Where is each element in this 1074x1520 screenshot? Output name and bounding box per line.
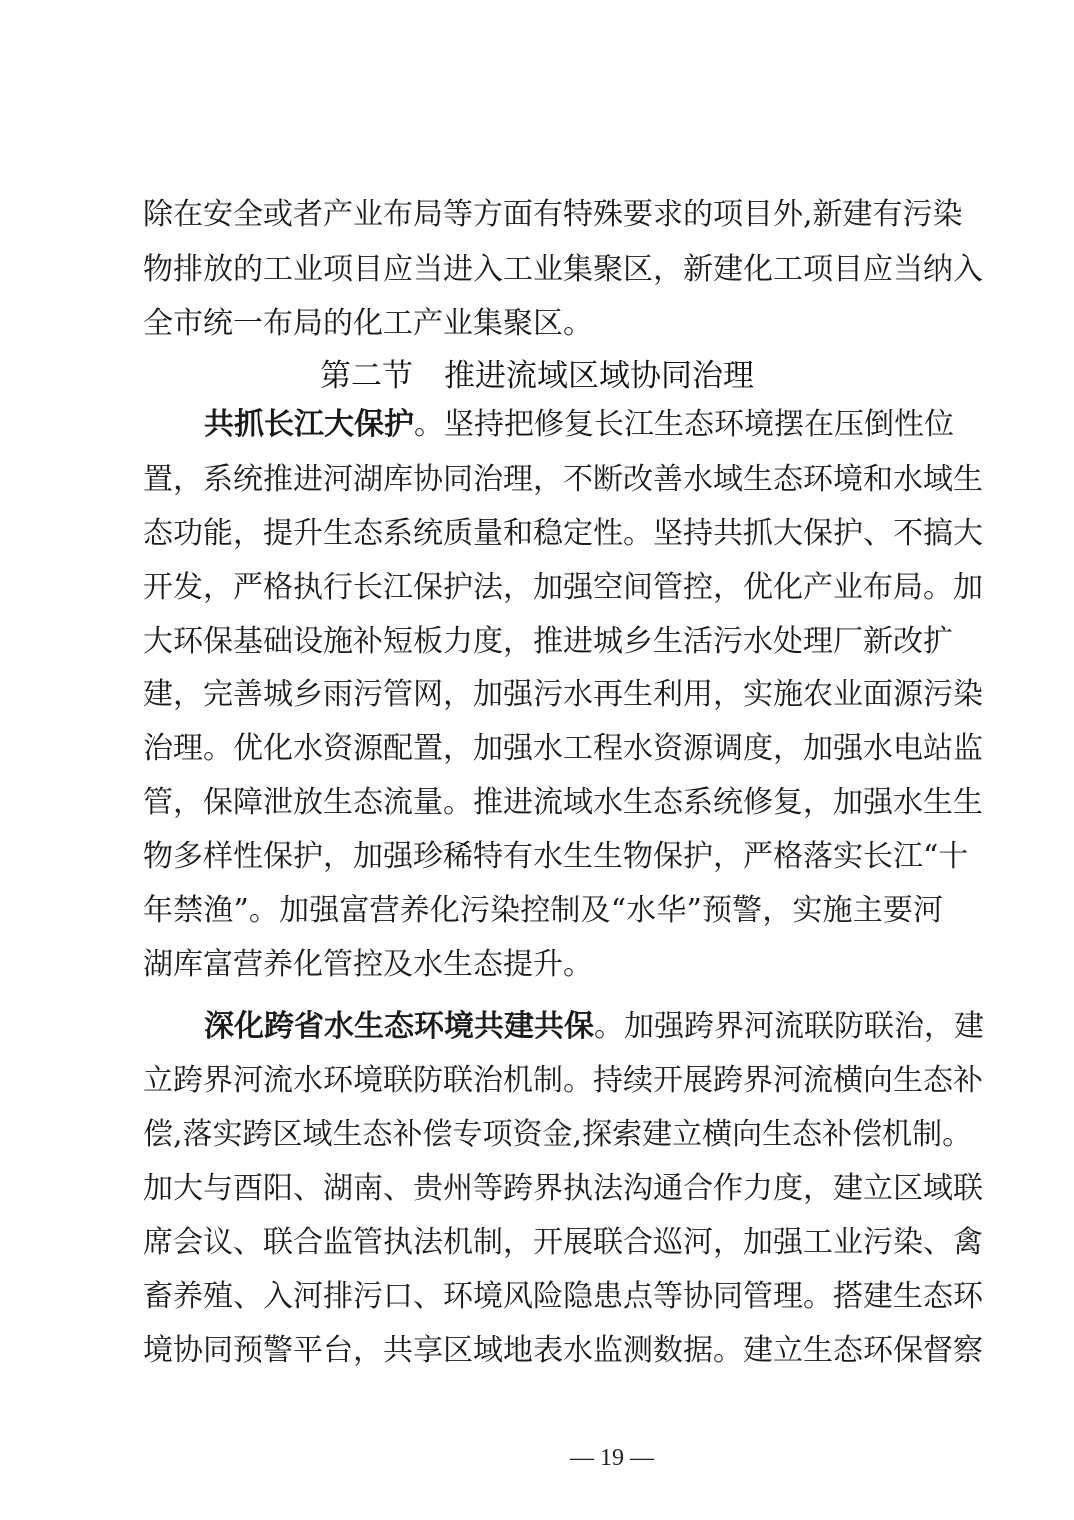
body-text-line: 偿,落实跨区域生态补偿专项资金,探索建立横向生态补偿机制。 <box>143 1117 973 1152</box>
body-text: 。坚持把修复长江生态环境摆在压倒性位 <box>414 407 954 442</box>
body-text-line: 大环保基础设施补短板力度，推进城乡生活污水处理厂新改扩 <box>143 624 953 659</box>
body-text-line: 境协同预警平台，共享区域地表水监测数据。建立生态环保督察 <box>143 1333 983 1368</box>
body-text-line: 态功能，提升生态系统质量和稳定性。坚持共抓大保护、不搞大 <box>143 516 983 551</box>
page-number: — 19 — <box>570 1445 654 1471</box>
body-text-line: 畜养殖、入河排污口、环境风险隐患点等协同管理。搭建生态环 <box>143 1279 983 1314</box>
body-text-line: 全市统一布局的化工产业集聚区。 <box>143 306 593 341</box>
body-text-line: 治理。优化水资源配置，加强水工程水资源调度，加强水电站监 <box>143 731 983 766</box>
body-text-line: 加大与酉阳、湖南、贵州等跨界执法沟通合作力度，建立区域联 <box>143 1171 983 1206</box>
body-text-line: 建，完善城乡雨污管网，加强污水再生利用，实施农业面源污染 <box>143 677 983 712</box>
body-text-line: 管，保障泄放生态流量。推进流域水生态系统修复，加强水生生 <box>143 785 983 820</box>
paragraph-lead-phrase: 深化跨省水生态环境共建共保 <box>204 1009 594 1044</box>
section-heading: 第二节 推进流域区域协同治理 <box>320 358 754 394</box>
paragraph-first-line <box>204 398 954 452</box>
body-text-line: 物排放的工业项目应当进入工业集聚区，新建化工项目应当纳入 <box>143 252 983 287</box>
paragraph-first-line <box>204 1000 984 1054</box>
body-text-line: 席会议、联合监管执法机制，开展联合巡河，加强工业污染、禽 <box>143 1225 983 1260</box>
paragraph-lead-phrase: 共抓长江大保护 <box>204 407 414 442</box>
body-text-line: 湖库富营养化管控及水生态提升。 <box>143 947 593 982</box>
body-text-line: 开发，严格执行长江保护法，加强空间管控，优化产业布局。加 <box>143 570 983 605</box>
body-text-line: 除在安全或者产业布局等方面有特殊要求的项目外,新建有污染 <box>143 197 963 232</box>
body-text-line: 年禁渔”。加强富营养化污染控制及“水华”预警，实施主要河 <box>143 893 943 928</box>
body-text: 。加强跨界河流联防联治，建 <box>594 1009 984 1044</box>
body-text-line: 置，系统推进河湖库协同治理，不断改善水域生态环境和水域生 <box>143 462 983 497</box>
body-text-line: 物多样性保护，加强珍稀特有水生生物保护，严格落实长江“十 <box>143 839 969 874</box>
body-text-line: 立跨界河流水环境联防联治机制。持续开展跨界河流横向生态补 <box>143 1063 983 1098</box>
